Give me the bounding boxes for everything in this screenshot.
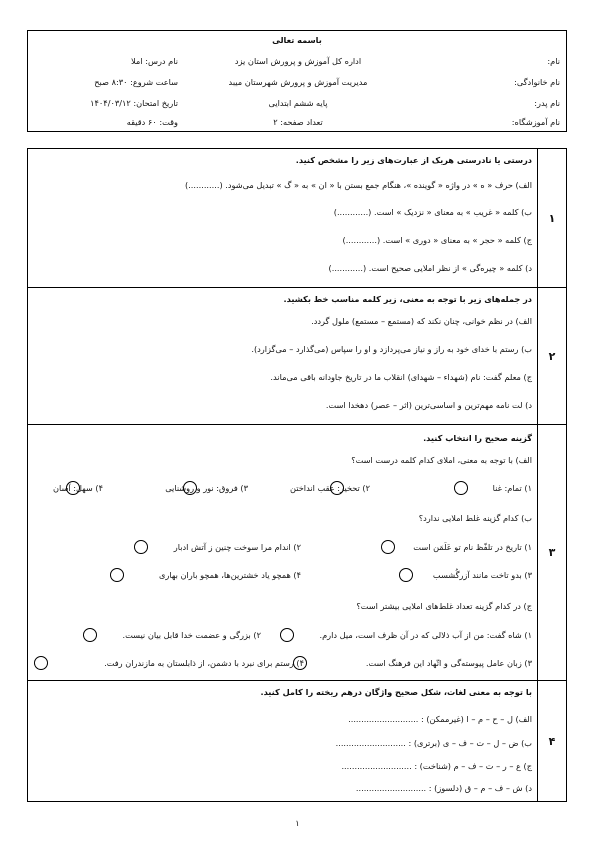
list-item: ج) معلم گفت: نام (شهداء – شهدای) انقلاب ما در تاریخ جاودانه باقی می‌ماند. bbox=[270, 372, 532, 382]
option-label: ۲) اندام مرا سوخت چنین ز آتش ادبار bbox=[173, 542, 301, 552]
question-1 bbox=[27, 148, 567, 288]
list-item: د) کلمه « چیره‌گی » از نظر املایی صحیح است. (............) bbox=[328, 263, 532, 273]
option-circle[interactable] bbox=[83, 628, 97, 642]
question-title: در جمله‌های زیر با توجه به معنی، زیر کلمه مناسب خط بکشید. bbox=[283, 294, 532, 304]
part-prompt: ج) در کدام گزینه تعداد غلط‌های املایی بیشتر است؟ bbox=[356, 601, 532, 611]
option-circle[interactable] bbox=[66, 481, 80, 495]
question-2 bbox=[27, 287, 567, 425]
option-label: ۲) بزرگی و عضمت خدا قابل بیان نیست. bbox=[122, 630, 261, 640]
option-label: ۲) تحخیر: عقب انداختن bbox=[290, 483, 370, 493]
list-item: الف) ل – ح – م – ا (غیرممکن) : ........................... bbox=[348, 714, 532, 724]
option-circle[interactable] bbox=[381, 540, 395, 554]
question-number: ۱ bbox=[537, 149, 566, 287]
option-label: ۱) شاه گفت: من از آب ذلالی که در آن ظرف است، میل دارم. bbox=[319, 630, 532, 640]
question-3 bbox=[27, 424, 567, 681]
option-circle[interactable] bbox=[110, 568, 124, 582]
dept-title: مدیریت آموزش و پرورش شهرستان میبد bbox=[228, 77, 368, 87]
org-title: اداره کل آموزش و پرورش استان یزد bbox=[234, 56, 362, 66]
page-number: ۱ bbox=[295, 818, 300, 828]
exam-date: تاریخ امتحان: ۱۴۰۴/۰۳/۱۲ bbox=[90, 98, 178, 108]
part-prompt: الف) با توجه به معنی، املای کدام کلمه درست است؟ bbox=[351, 455, 532, 465]
question-4 bbox=[27, 680, 567, 802]
list-item: د) ش – ف – م – ق (دلسوز) : ........................... bbox=[355, 783, 532, 793]
question-title: با توجه به معنی لغات، شکل صحیح واژگان درهم ریخته را کامل کنید. bbox=[260, 687, 532, 697]
question-title: درستی یا نادرستی هریک از عبارت‌های زیر را مشخص کنید. bbox=[295, 155, 532, 165]
question-title: گزینه صحیح را انتخاب کنید. bbox=[423, 433, 532, 443]
option-circle[interactable] bbox=[454, 481, 468, 495]
option-label: ۱) تاریخ در تلفّظ نام تو عَلَمَن است bbox=[413, 542, 532, 552]
list-item: ب) رستم با خدای خود به راز و نیاز می‌پردازد و او را سپاس (می‌گذارد – می‌گزارد). bbox=[251, 344, 532, 354]
bismillah: باسمه تعالی bbox=[272, 35, 322, 45]
field-school: نام آموزشگاه: bbox=[511, 117, 560, 127]
list-item: الف) حرف « ه » در واژه « گوینده »، هنگام جمع بستن با « ان » به « گ » تبدیل می‌شود. (............) bbox=[185, 180, 532, 190]
option-label: ۳) زبان عامل پیوسته‌گی و اتّهاد این فرهنگ است. bbox=[365, 658, 532, 668]
option-label: ۱) تمام: غنا bbox=[492, 483, 532, 493]
option-circle[interactable] bbox=[280, 628, 294, 642]
option-circle[interactable] bbox=[399, 568, 413, 582]
question-number: ۳ bbox=[537, 425, 566, 680]
list-item: ج) ع – ر – ت – ف – م (شناخت) : ........................... bbox=[341, 761, 532, 771]
field-name: نام: bbox=[547, 56, 560, 66]
subject-label: نام درس: املا bbox=[131, 56, 178, 66]
list-item: ج) کلمه « حجر » به معنای « دوری » است. (............) bbox=[342, 235, 532, 245]
option-label: ۴) همچو یاد خشترین‌ها، همچو باران بهاری bbox=[158, 570, 301, 580]
option-circle[interactable] bbox=[134, 540, 148, 554]
list-item: الف) در نظم خوانی، چنان نکند که (مستمع – مستمع) ملول گردد. bbox=[311, 316, 532, 326]
header-box bbox=[27, 30, 567, 132]
list-item: ب) ض – ل – ت – ف – ی (برتری) : ........................... bbox=[335, 738, 532, 748]
field-father: نام پدر: bbox=[534, 98, 560, 108]
duration: وقت: ۶۰ دقیقه bbox=[126, 117, 178, 127]
part-prompt: ب) کدام گزینه غلط املایی ندارد؟ bbox=[418, 513, 532, 523]
page-count: تعداد صفحه: ۲ bbox=[273, 117, 323, 127]
option-circle[interactable] bbox=[183, 481, 197, 495]
option-label: ۴) سهل: آسان bbox=[52, 483, 103, 493]
field-family: نام خانوادگی: bbox=[514, 77, 560, 87]
list-item: د) لت نامه مهم‌ترین و اساسی‌ترین (اثر – عصر) دهخدا است. bbox=[325, 400, 532, 410]
option-label: ۴) رستم برای نبرد با دشمن، از ذابلستان به مازندران رفت. bbox=[104, 658, 304, 668]
start-time: ساعت شروع: ۸:۳۰ صبح bbox=[94, 77, 178, 87]
question-number: ۲ bbox=[537, 288, 566, 424]
grade-title: پایه ششم ابتدایی bbox=[268, 98, 328, 108]
option-label: ۳) فروق: نور و روشنایی bbox=[165, 483, 248, 493]
option-circle[interactable] bbox=[330, 481, 344, 495]
option-circle[interactable] bbox=[34, 656, 48, 670]
question-number: ۴ bbox=[537, 681, 566, 801]
list-item: ب) کلمه « غریب » به معنای « نزدیک » است. (............) bbox=[333, 207, 532, 217]
option-label: ۳) بدو تاخت مانند آزرگُشسب bbox=[432, 570, 532, 580]
